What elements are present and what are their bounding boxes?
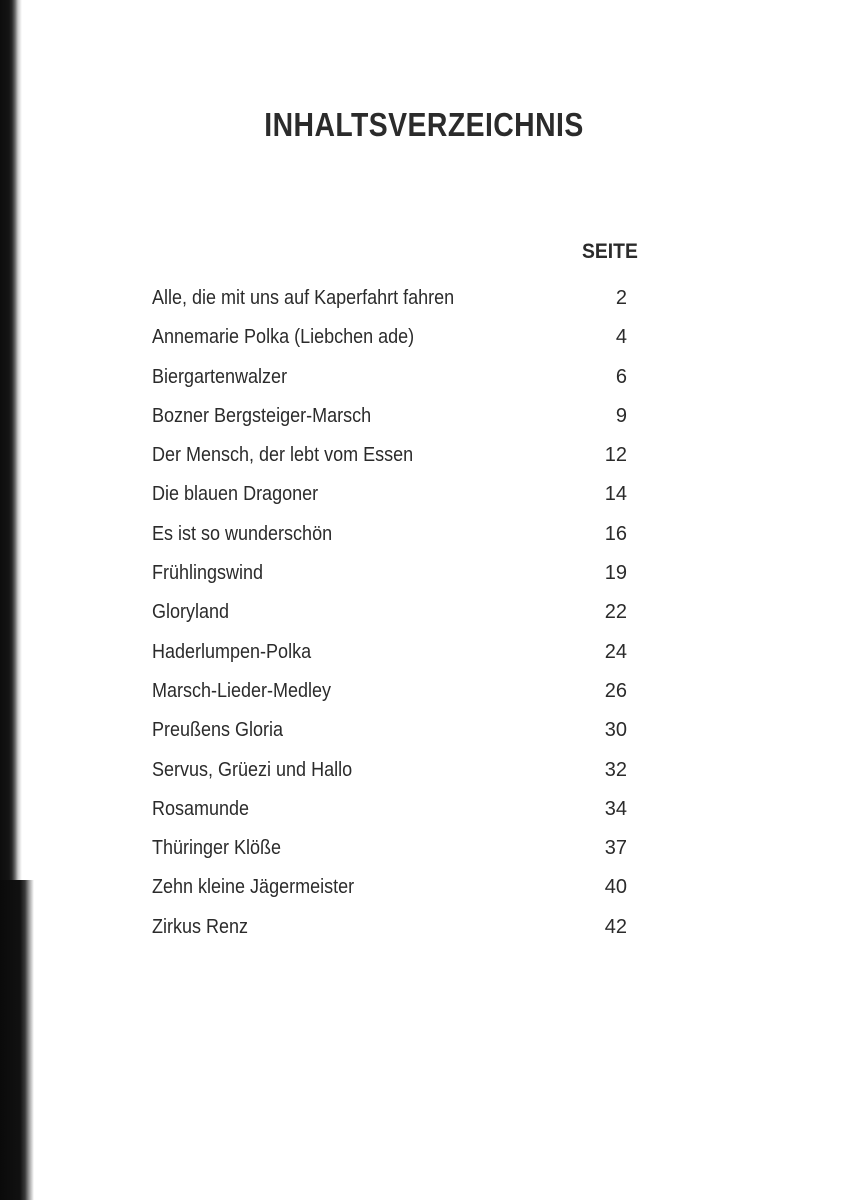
toc-entry-title: Frühlingswind xyxy=(152,562,264,585)
toc-entry xyxy=(152,562,652,601)
toc-entry xyxy=(152,444,652,483)
toc-entry-page: 6 xyxy=(615,365,627,388)
toc-entry-title: Der Mensch, der lebt vom Essen xyxy=(152,444,414,467)
toc-entry-page: 30 xyxy=(604,719,627,742)
toc-entry xyxy=(152,366,652,405)
toc-entry xyxy=(152,523,652,562)
toc-entry xyxy=(152,483,652,522)
toc-entry-page: 34 xyxy=(604,797,627,820)
toc-entry-page: 42 xyxy=(604,915,627,938)
toc-entry-page: 16 xyxy=(604,522,627,545)
toc-entry xyxy=(152,916,652,955)
toc-entry-title: Gloryland xyxy=(152,601,230,624)
toc-entry xyxy=(152,798,652,837)
toc-entry xyxy=(152,601,652,640)
toc-entry xyxy=(152,876,652,915)
toc-entry-page: 32 xyxy=(604,758,627,781)
toc-entry-page: 4 xyxy=(615,326,627,349)
toc-entry-page: 12 xyxy=(604,444,627,467)
toc-entry-title: Haderlumpen-Polka xyxy=(152,640,312,663)
toc-entry-title: Thüringer Klöße xyxy=(152,837,282,860)
toc-entry-title: Alle, die mit uns auf Kaperfahrt fahren xyxy=(152,287,455,309)
toc-entry xyxy=(152,837,652,876)
toc-entry-page: 22 xyxy=(604,601,627,624)
page-title: INHALTSVERZEICHNIS xyxy=(264,106,584,143)
toc-entry-title: Annemarie Polka (Liebchen ade) xyxy=(152,326,415,349)
toc-entry-title: Es ist so wunderschön xyxy=(152,522,333,545)
toc-entry-page: 2 xyxy=(615,287,627,309)
toc-entry-page: 37 xyxy=(604,837,627,860)
scan-binding-shadow-lower xyxy=(0,880,34,1200)
toc-entry xyxy=(152,405,652,444)
toc-entry-title: Zirkus Renz xyxy=(152,915,249,938)
toc-entry-title: Rosamunde xyxy=(152,797,250,820)
toc-entry xyxy=(152,287,652,326)
toc-entry-page: 19 xyxy=(604,562,627,585)
toc-entry xyxy=(152,326,652,365)
toc-entry xyxy=(152,680,652,719)
toc-entry-page: 9 xyxy=(615,404,627,427)
toc-entry-title: Biergartenwalzer xyxy=(152,365,288,388)
toc-entry-page: 14 xyxy=(604,483,627,506)
toc-entry-page: 26 xyxy=(604,679,627,702)
table-of-contents xyxy=(152,287,652,955)
toc-entry-title: Servus, Grüezi und Hallo xyxy=(152,758,353,781)
toc-entry-title: Zehn kleine Jägermeister xyxy=(152,876,355,899)
toc-entry-title: Bozner Bergsteiger-Marsch xyxy=(152,404,372,427)
toc-entry-page: 40 xyxy=(604,876,627,899)
toc-entry-title: Preußens Gloria xyxy=(152,719,284,742)
toc-entry-title: Die blauen Dragoner xyxy=(152,483,319,506)
toc-entry xyxy=(152,641,652,680)
page-column-header: SEITE xyxy=(582,240,638,263)
toc-entry xyxy=(152,719,652,758)
toc-entry xyxy=(152,759,652,798)
toc-entry-page: 24 xyxy=(604,640,627,663)
toc-entry-title: Marsch-Lieder-Medley xyxy=(152,679,332,702)
